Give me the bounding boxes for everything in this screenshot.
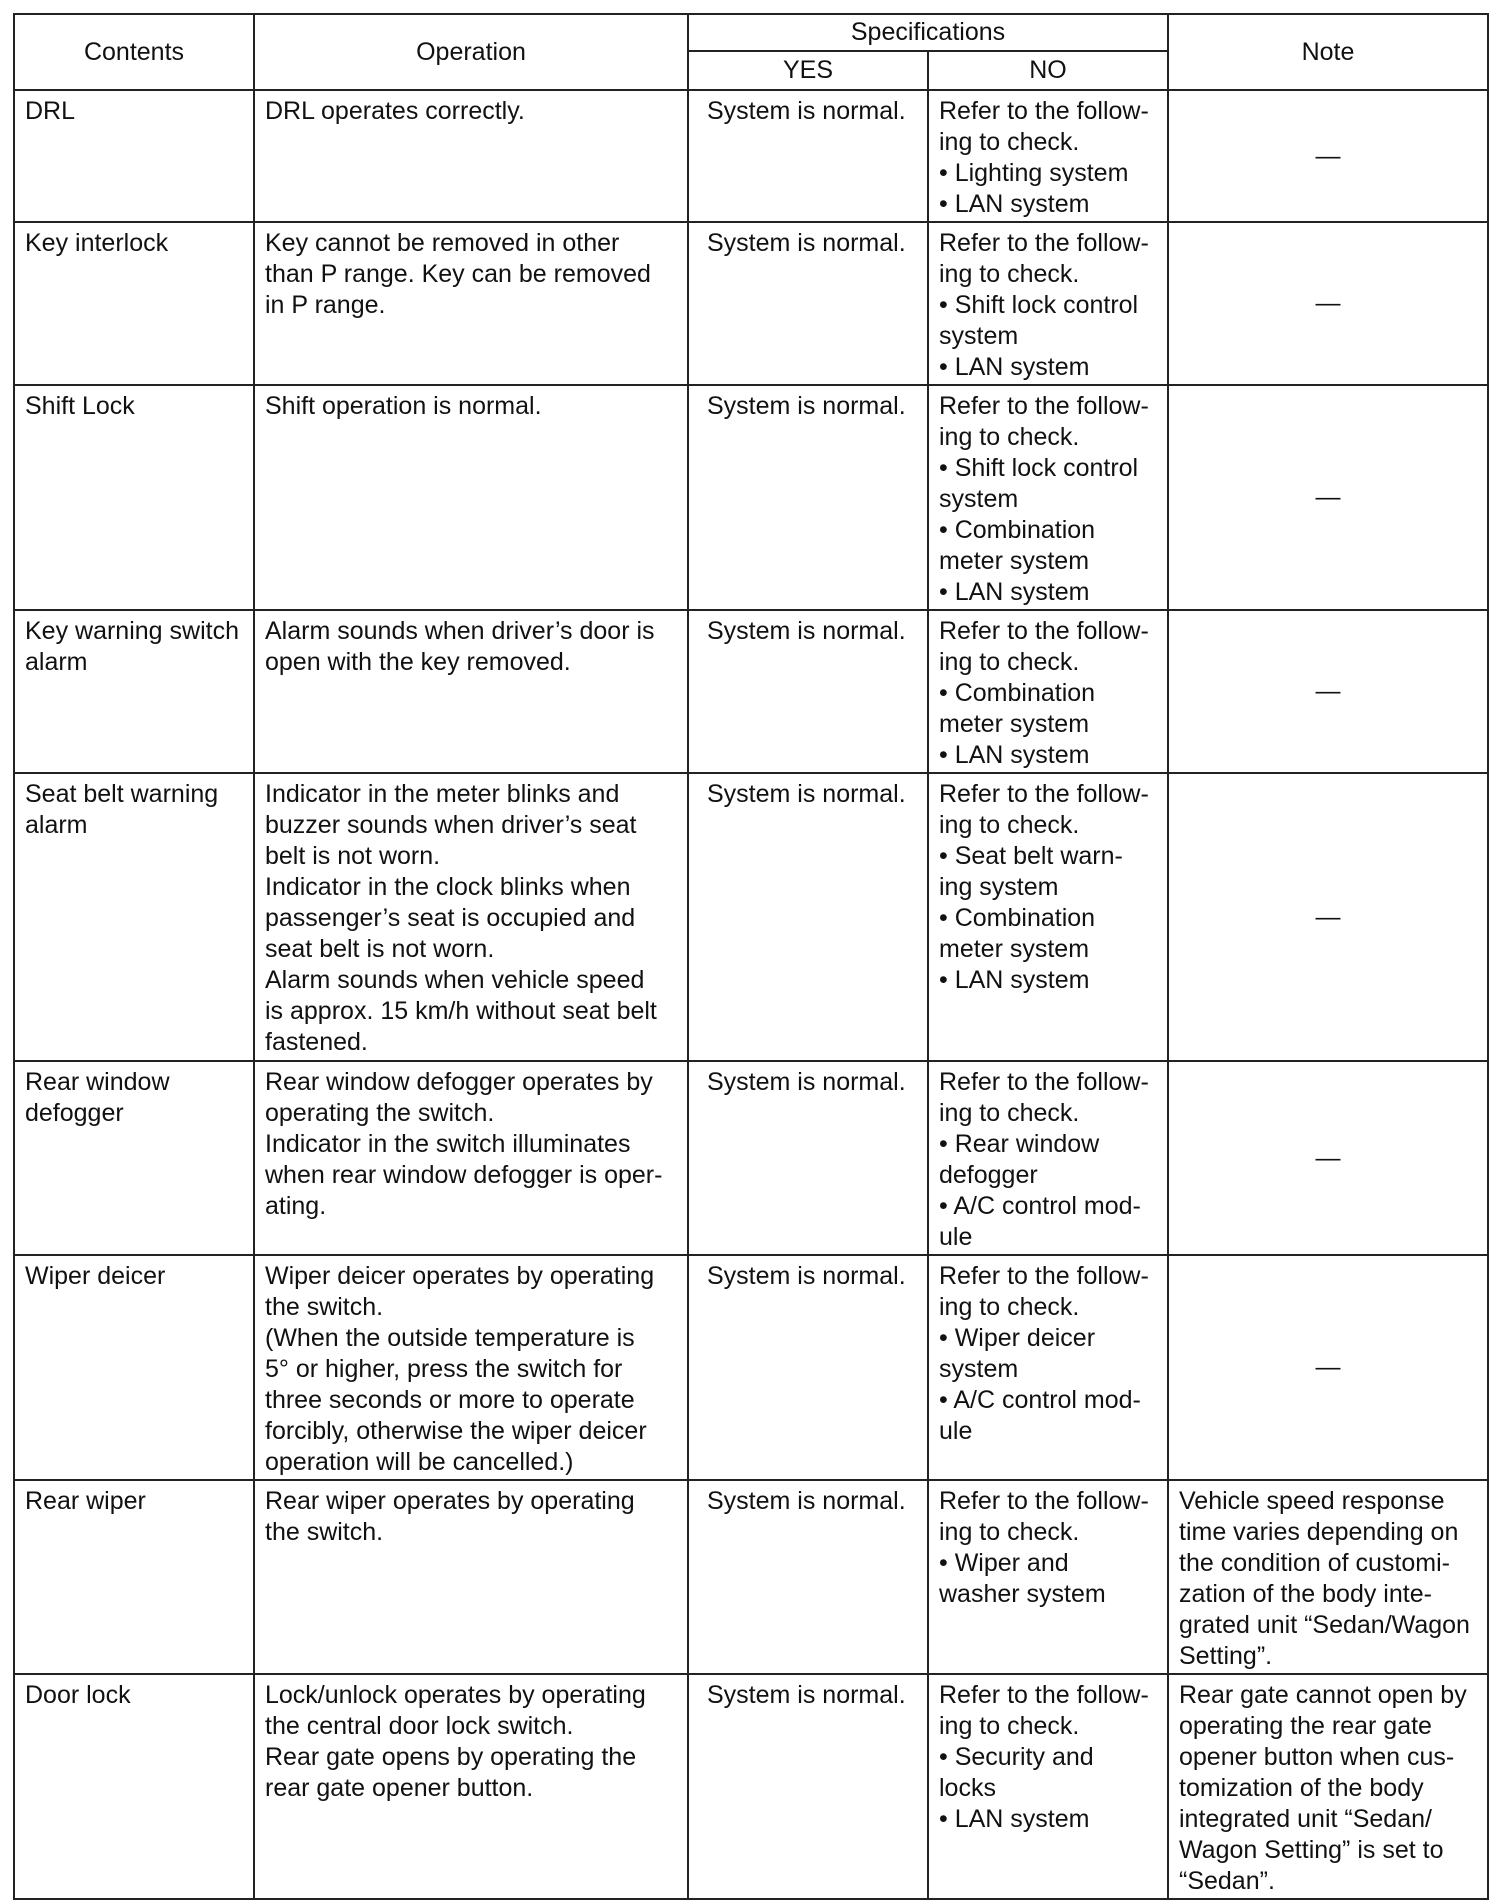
cell-no-line: • A/C control mod- — [939, 1386, 1141, 1414]
cell-no-line: Refer to the follow- — [939, 1681, 1149, 1709]
cell-note — [1168, 610, 1488, 773]
cell-no-line: ing to check. — [939, 260, 1080, 288]
cell-no — [928, 90, 1168, 222]
header-contents: Contents — [14, 14, 254, 90]
cell-operation-line: Indicator in the switch illuminates — [265, 1130, 631, 1158]
cell-contents — [14, 90, 254, 222]
cell-no-line: locks — [939, 1774, 996, 1802]
cell-note-line: the condition of customi- — [1179, 1549, 1450, 1577]
cell-no-line: • Combination — [939, 679, 1096, 707]
table-row — [14, 90, 1488, 222]
cell-no-line: ing to check. — [939, 1518, 1080, 1546]
cell-operation-line: the central door lock switch. — [265, 1712, 574, 1740]
cell-yes: System is normal. — [688, 90, 928, 222]
cell-no-line: washer system — [939, 1580, 1106, 1608]
cell-operation-line: the switch. — [265, 1293, 384, 1321]
cell-operation-line: 5° or higher, press the switch for — [265, 1355, 623, 1383]
cell-contents-line: Seat belt warning — [25, 780, 219, 808]
cell-no — [928, 1480, 1168, 1674]
cell-operation-line: open with the key removed. — [265, 648, 571, 676]
cell-yes: System is normal. — [688, 1061, 928, 1255]
cell-yes: System is normal. — [688, 1674, 928, 1899]
cell-no-line: system — [939, 485, 1019, 513]
cell-operation-line: operating the switch. — [265, 1099, 495, 1127]
specifications-table — [13, 13, 1489, 1900]
cell-operation-line: when rear window defogger is oper- — [265, 1161, 663, 1189]
cell-no-line: Refer to the follow- — [939, 617, 1149, 645]
cell-operation — [254, 1480, 688, 1674]
cell-no-line: Refer to the follow- — [939, 392, 1149, 420]
cell-no-line: • LAN system — [939, 353, 1090, 381]
cell-contents-line: alarm — [25, 648, 88, 676]
header-specifications: Specifications — [688, 14, 1168, 51]
cell-no — [928, 1061, 1168, 1255]
cell-operation-line: belt is not worn. — [265, 842, 441, 870]
cell-note-line: “Sedan”. — [1179, 1867, 1275, 1895]
cell-contents-line: DRL — [25, 97, 76, 125]
header-note: Note — [1168, 14, 1488, 90]
cell-note — [1168, 1061, 1488, 1255]
cell-yes: System is normal. — [688, 222, 928, 385]
table-row — [14, 1480, 1488, 1674]
cell-operation-line: fastened. — [265, 1028, 368, 1056]
cell-note-line: Rear gate cannot open by — [1179, 1681, 1467, 1709]
header-yes: YES — [688, 51, 928, 90]
cell-operation-line: Rear window defogger operates by — [265, 1068, 653, 1096]
cell-no-line: • A/C control mod- — [939, 1192, 1141, 1220]
cell-no-line: ing to check. — [939, 648, 1080, 676]
cell-no-line: • LAN system — [939, 966, 1090, 994]
cell-no — [928, 1674, 1168, 1899]
cell-no-line: ing to check. — [939, 1712, 1080, 1740]
cell-no-line: defogger — [939, 1161, 1038, 1189]
cell-no-line: • Rear window — [939, 1130, 1100, 1158]
cell-yes: System is normal. — [688, 385, 928, 610]
cell-note-line: — — [1315, 677, 1341, 705]
cell-contents-line: Rear wiper — [25, 1487, 146, 1515]
cell-contents-line: Shift Lock — [25, 392, 135, 420]
cell-no-line: • Seat belt warn- — [939, 842, 1123, 870]
cell-no-line: • Lighting system — [939, 159, 1129, 187]
cell-no-line: Refer to the follow- — [939, 1262, 1149, 1290]
cell-operation-line: operation will be cancelled.) — [265, 1448, 574, 1476]
cell-note-line: — — [1315, 483, 1341, 511]
cell-operation-line: Alarm sounds when vehicle speed — [265, 966, 645, 994]
cell-note-line: — — [1315, 289, 1341, 317]
cell-operation — [254, 610, 688, 773]
cell-contents — [14, 773, 254, 1061]
cell-operation-line: buzzer sounds when driver’s seat — [265, 811, 637, 839]
cell-operation-line: ating. — [265, 1192, 327, 1220]
cell-note — [1168, 90, 1488, 222]
table-header — [14, 14, 1488, 90]
cell-contents-line: defogger — [25, 1099, 124, 1127]
cell-contents-line: Door lock — [25, 1681, 131, 1709]
table-row — [14, 773, 1488, 1061]
cell-operation-line: Indicator in the meter blinks and — [265, 780, 620, 808]
cell-note — [1168, 1674, 1488, 1899]
cell-contents-line: Key warning switch — [25, 617, 239, 645]
cell-contents — [14, 222, 254, 385]
cell-note-line: Vehicle speed response — [1179, 1487, 1445, 1515]
cell-operation — [254, 773, 688, 1061]
cell-operation-line: Rear wiper operates by operating — [265, 1487, 635, 1515]
cell-no-line: system — [939, 322, 1019, 350]
cell-operation — [254, 385, 688, 610]
cell-no-line: • Security and — [939, 1743, 1094, 1771]
cell-note — [1168, 1480, 1488, 1674]
cell-note-line: grated unit “Sedan/Wagon — [1179, 1611, 1470, 1639]
cell-note-line: integrated unit “Sedan/ — [1179, 1805, 1432, 1833]
cell-contents-line: Wiper deicer — [25, 1262, 166, 1290]
cell-operation — [254, 1674, 688, 1899]
cell-no-line: • Combination — [939, 516, 1096, 544]
cell-note-line: zation of the body inte- — [1179, 1580, 1432, 1608]
cell-yes: System is normal. — [688, 610, 928, 773]
table-row — [14, 1061, 1488, 1255]
cell-no-line: • Wiper deicer — [939, 1324, 1096, 1352]
cell-note-line: Wagon Setting” is set to — [1179, 1836, 1444, 1864]
cell-no-line: ule — [939, 1223, 973, 1251]
cell-note-line: operating the rear gate — [1179, 1712, 1432, 1740]
cell-no-line: meter system — [939, 710, 1090, 738]
cell-operation-line: Key cannot be removed in other — [265, 229, 620, 257]
cell-operation-line: is approx. 15 km/h without seat belt — [265, 997, 657, 1025]
table-row — [14, 385, 1488, 610]
cell-contents — [14, 1255, 254, 1480]
cell-contents-line: Rear window — [25, 1068, 170, 1096]
cell-note — [1168, 385, 1488, 610]
cell-no-line: • LAN system — [939, 741, 1090, 769]
cell-contents — [14, 1061, 254, 1255]
cell-no-line: • Shift lock control — [939, 454, 1139, 482]
cell-contents — [14, 385, 254, 610]
cell-no-line: ing to check. — [939, 1293, 1080, 1321]
cell-no-line: • Shift lock control — [939, 291, 1139, 319]
table-row — [14, 222, 1488, 385]
cell-operation-line: than P range. Key can be removed — [265, 260, 651, 288]
cell-contents — [14, 1480, 254, 1674]
cell-operation-line: the switch. — [265, 1518, 384, 1546]
cell-operation-line: Wiper deicer operates by operating — [265, 1262, 655, 1290]
cell-no — [928, 222, 1168, 385]
cell-operation-line: Rear gate opens by operating the — [265, 1743, 637, 1771]
cell-operation-line: Lock/unlock operates by operating — [265, 1681, 646, 1709]
cell-no-line: • Combination — [939, 904, 1096, 932]
cell-operation-line: passenger’s seat is occupied and — [265, 904, 636, 932]
table-row — [14, 1674, 1488, 1899]
cell-note — [1168, 222, 1488, 385]
cell-no — [928, 610, 1168, 773]
cell-no-line: ing system — [939, 873, 1059, 901]
cell-no-line: • LAN system — [939, 1805, 1090, 1833]
cell-yes: System is normal. — [688, 773, 928, 1061]
cell-note-line: Setting”. — [1179, 1642, 1273, 1670]
cell-note-line: time varies depending on — [1179, 1518, 1459, 1546]
cell-no-line: ing to check. — [939, 128, 1080, 156]
cell-operation — [254, 90, 688, 222]
cell-note-line: — — [1315, 1143, 1341, 1172]
cell-operation — [254, 222, 688, 385]
cell-no-line: meter system — [939, 547, 1090, 575]
cell-no — [928, 1255, 1168, 1480]
cell-operation — [254, 1255, 688, 1480]
cell-note-line: — — [1315, 1353, 1341, 1381]
cell-no — [928, 385, 1168, 610]
cell-note-line: tomization of the body — [1179, 1774, 1424, 1802]
cell-no-line: • LAN system — [939, 190, 1090, 218]
cell-note — [1168, 1255, 1488, 1480]
cell-no-line: ing to check. — [939, 423, 1080, 451]
cell-contents — [14, 610, 254, 773]
cell-no-line: ule — [939, 1417, 973, 1445]
table-body — [14, 90, 1488, 1899]
cell-operation — [254, 1061, 688, 1255]
cell-no-line: Refer to the follow- — [939, 1068, 1149, 1096]
cell-no-line: ing to check. — [939, 811, 1080, 839]
cell-note-line: opener button when cus- — [1179, 1743, 1455, 1771]
cell-note — [1168, 773, 1488, 1061]
table-row — [14, 1255, 1488, 1480]
cell-yes: System is normal. — [688, 1480, 928, 1674]
cell-no — [928, 773, 1168, 1061]
cell-operation-line: Indicator in the clock blinks when — [265, 873, 631, 901]
cell-no-line: ing to check. — [939, 1099, 1080, 1127]
header-operation: Operation — [254, 14, 688, 90]
cell-contents-line: alarm — [25, 811, 88, 839]
cell-note-line: — — [1315, 141, 1341, 170]
cell-yes: System is normal. — [688, 1255, 928, 1480]
cell-no-line: Refer to the follow- — [939, 229, 1149, 257]
cell-operation-line: forcibly, otherwise the wiper deicer — [265, 1417, 647, 1445]
cell-note-line: — — [1315, 902, 1341, 931]
cell-operation-line: seat belt is not worn. — [265, 935, 495, 963]
cell-no-line: • LAN system — [939, 578, 1090, 606]
cell-no-line: • Wiper and — [939, 1549, 1069, 1577]
cell-no-line: Refer to the follow- — [939, 97, 1149, 125]
cell-operation-line: in P range. — [265, 291, 386, 319]
cell-no-line: meter system — [939, 935, 1090, 963]
cell-contents-line: Key interlock — [25, 229, 169, 257]
cell-operation-line: DRL operates correctly. — [265, 97, 525, 125]
table-row — [14, 610, 1488, 773]
cell-contents — [14, 1674, 254, 1899]
cell-no-line: system — [939, 1355, 1019, 1383]
cell-operation-line: Shift operation is normal. — [265, 392, 542, 420]
cell-operation-line: (When the outside temperature is — [265, 1324, 635, 1352]
cell-operation-line: rear gate opener button. — [265, 1774, 534, 1802]
cell-operation-line: Alarm sounds when driver’s door is — [265, 617, 655, 645]
cell-no-line: Refer to the follow- — [939, 1487, 1149, 1515]
cell-operation-line: three seconds or more to operate — [265, 1386, 635, 1414]
header-no: NO — [928, 51, 1168, 90]
cell-no-line: Refer to the follow- — [939, 780, 1149, 808]
